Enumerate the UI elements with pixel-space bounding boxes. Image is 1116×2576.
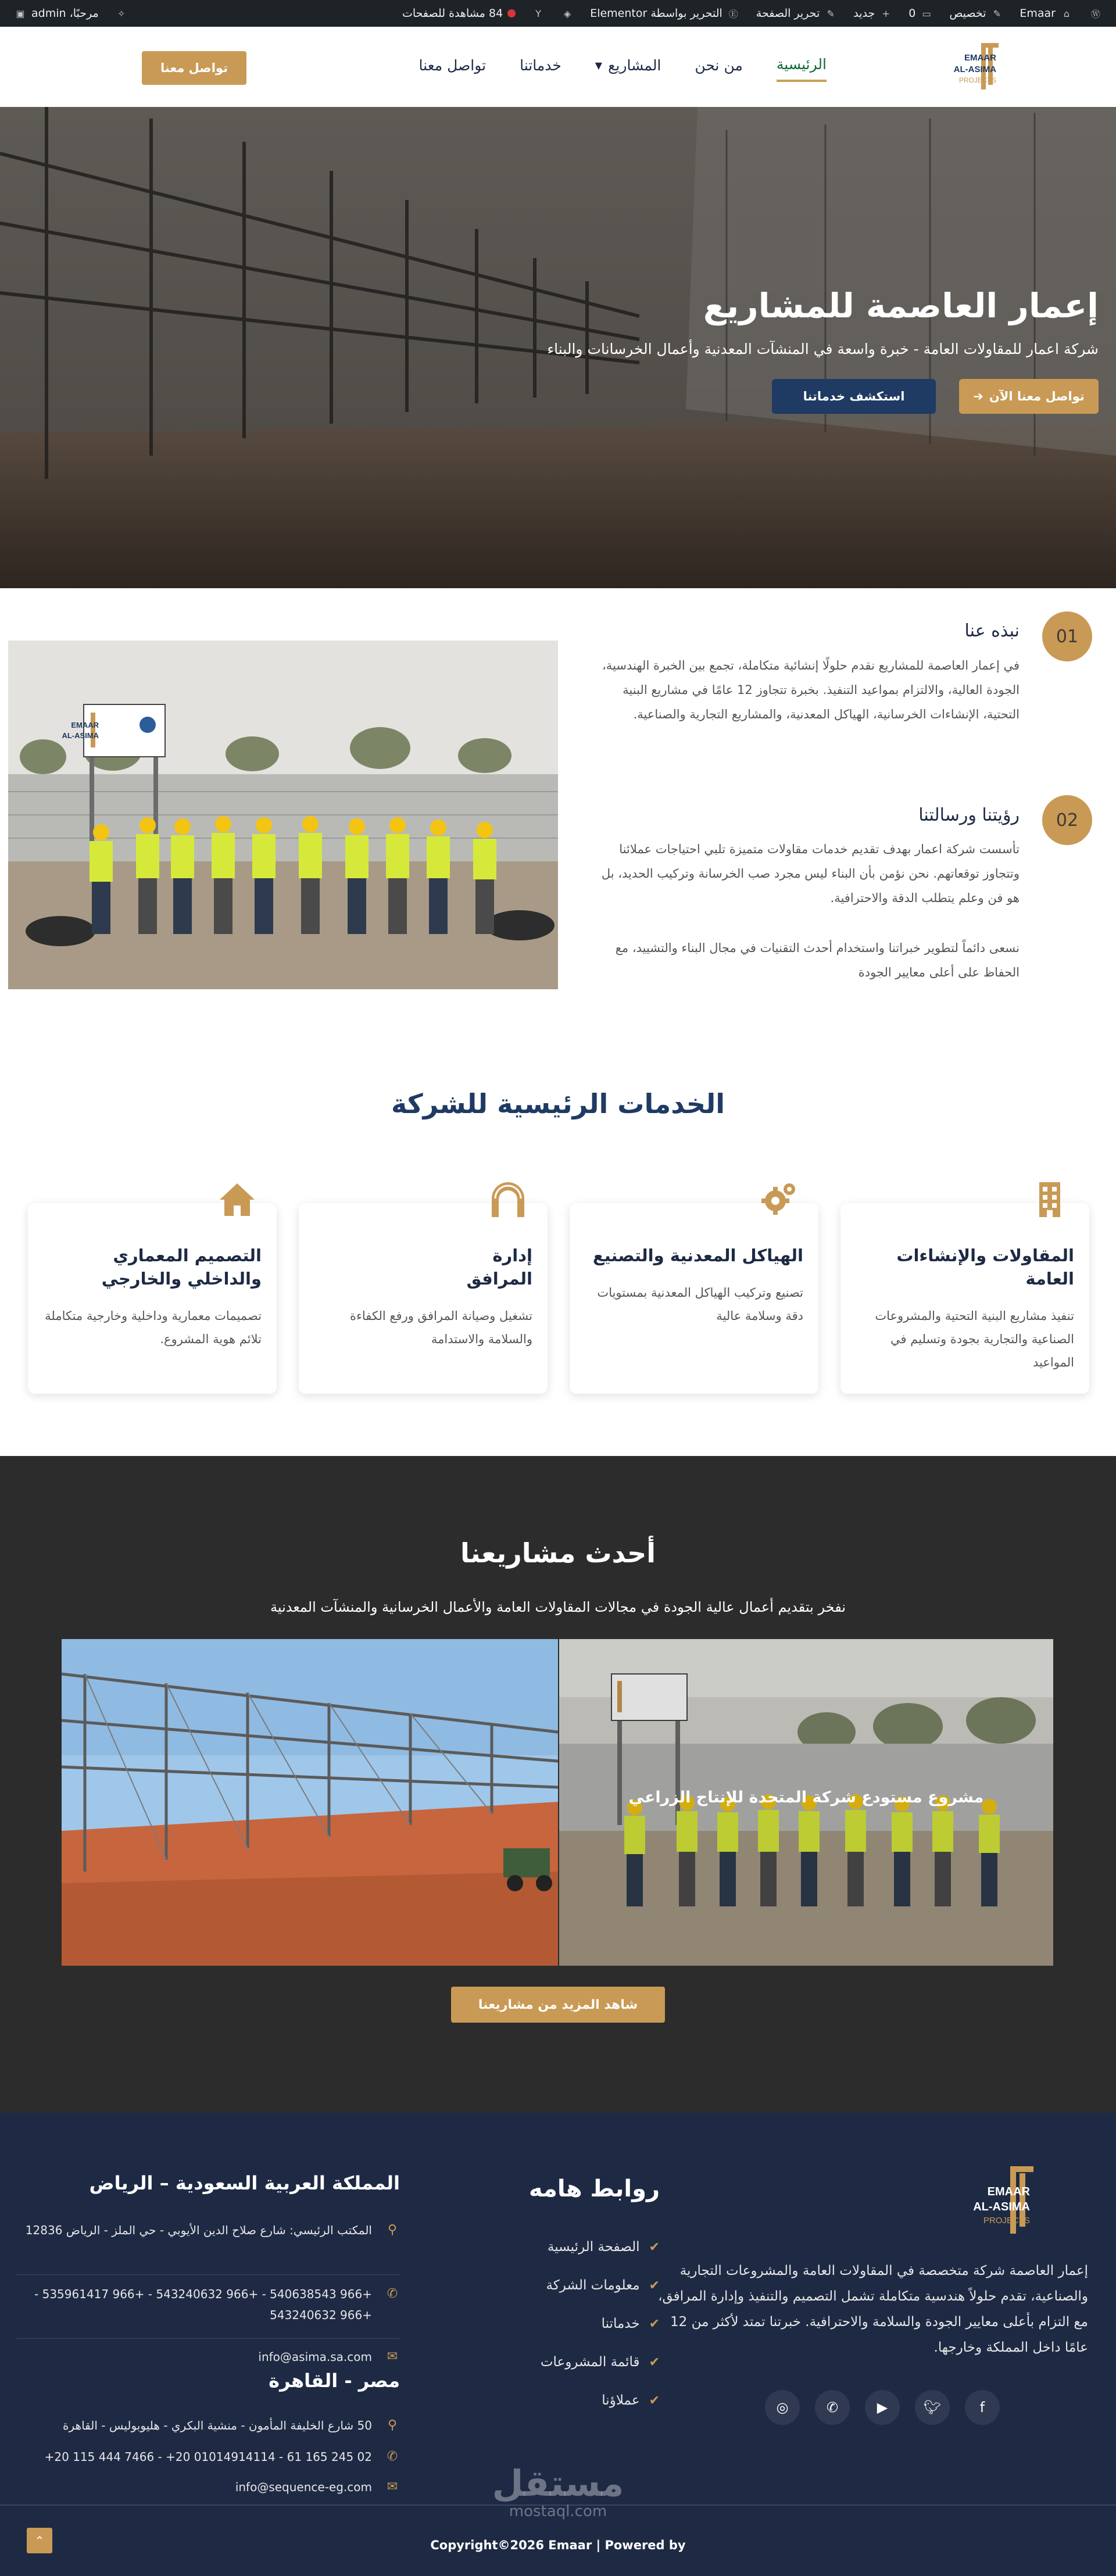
nav-projects[interactable]: المشاريع ▼ (595, 57, 661, 74)
ksa-address: ⚲ المكتب الرئيسي: شارع صلاح الدين الأيوبي - حي الملز - الرياض 12836 (16, 2220, 400, 2241)
site-header (0, 27, 1116, 107)
service-text-4: تصميمات معمارية وداخلية وخارجية متكاملة تلائم هوية المشروع. (45, 1309, 262, 1346)
logo-text-1: EMAAR (964, 53, 996, 63)
service-title-2: الهياكل المعدنية والتصنيع (592, 1246, 803, 1265)
admin-site-link[interactable]: ⌂ Emaar (1020, 7, 1073, 20)
footer-logo-text-2: AL-ASIMA (973, 2201, 1030, 2213)
divider (16, 2338, 400, 2339)
project-caption: مشروع مستودع شركة المتحدة للإنتاج الزراعي (628, 1788, 984, 1806)
footer-logo-text-3: PROJECTS (983, 2216, 1030, 2226)
check-icon: ✔ (649, 2316, 660, 2331)
caret-down-icon: ▼ (595, 60, 603, 71)
footer-logo[interactable] (973, 2159, 1088, 2241)
about-text-2: تأسست شركة اعمار بهدف تقديم خدمات مقاولات متميزة تلبي احتياجات عملائنا وتتجاوز توقعاتهم. نحن نؤمن بأن البناء ليس مجرد صب الخرسانة وتركيب الحديد، بل هو فن وعلم يتطلب الدقة والاحترافية. (601, 842, 1020, 905)
about-text-1: في إعمار العاصمة للمشاريع نقدم حلولًا إنشائية متكاملة، تجمع بين الخبرة الهندسية، الجودة العالية، والالتزام بمواعيد التنفيذ. بخبرة تتجاوز 12 عامًا في مشاريع البنية التحتية، الإنشاءات الخرسانية، الهياكل المعدنية، والمشاريع التجارية والصناعية. (602, 659, 1020, 721)
phone-icon: ✆ (387, 2449, 398, 2464)
about-number-badge-1: 01 (1042, 611, 1092, 661)
instagram-icon[interactable]: ◎ (765, 2390, 800, 2425)
service-title-3: إدارة المرافق (466, 1246, 532, 1289)
wordpress-icon: Ⓦ (1091, 8, 1101, 20)
footer-links (541, 2228, 660, 2420)
footer-logo-mark (973, 2159, 1088, 2241)
footer-link-projects[interactable]: ✔ قائمة المشروعات (540, 2355, 660, 2370)
ksa-email[interactable]: ✉ info@asima.sa.com (16, 2346, 400, 2367)
watermark-sub: mostaql.com (509, 2503, 607, 2520)
phone-icon: ✆ (387, 2287, 398, 2301)
diamond-icon: ◈ (564, 8, 571, 19)
footer-link-company[interactable]: ✔ معلومات الشركة (546, 2278, 660, 2293)
steel-structure-image (62, 1639, 558, 1966)
envelope-icon: ✉ (387, 2349, 398, 2364)
team-photo-image (8, 641, 558, 989)
plus-icon: + (882, 8, 890, 19)
photo-sign-text-2: AL-ASIMA (62, 731, 99, 740)
service-card-2[interactable] (570, 1203, 818, 1394)
admin-new[interactable]: + جديد (853, 7, 892, 20)
nav-contact[interactable]: تواصل معنا (419, 57, 487, 74)
pencil-icon: ✎ (827, 8, 835, 19)
ksa-phones[interactable]: ✆ +966 540638543 - +966 543240632 - +966 535961417 - +966 543240632 (16, 2284, 400, 2325)
more-projects-button[interactable]: شاهد المزيد من مشاريعنا (451, 1987, 665, 2023)
scroll-top-button[interactable] (27, 2528, 52, 2553)
egypt-address: ⚲ 50 شارع الخليفة المأمون - منشية البكري - هليوبوليس - القاهرة (16, 2415, 400, 2436)
about-number-badge-2: 02 (1042, 795, 1092, 845)
sparkle-icon: ✧ (117, 8, 126, 19)
footer-link-home[interactable]: ✔ الصفحة الرئيسية (547, 2239, 660, 2255)
arrow-left-icon: ➔ (973, 389, 983, 403)
project-image-steel[interactable] (62, 1639, 558, 1966)
social-links (765, 2390, 1000, 2425)
admin-yoast[interactable] (532, 7, 545, 20)
site-logo[interactable] (953, 40, 1047, 93)
service-text-3: تشغيل وصيانة المرافق ورفع الكفاءة والسلامة والاستدامة (349, 1309, 532, 1346)
check-icon: ✔ (649, 2239, 660, 2255)
hero-subtitle: شركة اعمار للمقاولات العامة - خبرة واسعة في المنشآت المعدنية وأعمال الخرسانات والبناء (547, 341, 1099, 357)
logo-text-3: PROJECTS (958, 76, 996, 84)
building-icon (1030, 1180, 1070, 1219)
footer-about-text: إعمار العاصمة شركة متخصصة في المقاولات العامة والمشروعات التجارية والصناعية، تقدم حلولاً هندسية متكاملة تشمل التصميم والتنفيذ وإدارة المرافق، مع التزام بأعلى معايير الجودة والسلامة والاحترافية. خبرتنا تمتد لأكثر من 12 عامًا داخل المملكة وخارجها. (658, 2263, 1088, 2355)
check-icon: ✔ (649, 2355, 660, 2370)
hero-contact-button[interactable]: تواصل معنا الآن ➔ (959, 379, 1099, 414)
hero-services-button[interactable]: استكشف خدماتنا (772, 379, 936, 414)
brush-icon: ✎ (993, 8, 1001, 19)
footer-link-services[interactable]: ✔ خدماتنا (601, 2316, 660, 2331)
youtube-icon[interactable]: ▶ (865, 2390, 900, 2425)
chevron-up-icon: ⌃ (34, 2534, 45, 2548)
service-text-2: تصنيع وتركيب الهياكل المعدنية بمستويات دقة وسلامة عالية (597, 1286, 803, 1323)
service-title-1: المقاولات والإنشاءات العامة (896, 1246, 1074, 1289)
envelope-icon: ✉ (387, 2480, 398, 2494)
service-card-4[interactable] (28, 1203, 277, 1394)
hero-title: إعمار العاصمة للمشاريع (703, 286, 1099, 325)
nav-home[interactable]: الرئيسية (777, 56, 827, 82)
about-title-1: نبذه عنا (964, 621, 1020, 641)
watermark: مستقل (492, 2462, 624, 2505)
archway-icon (488, 1180, 528, 1219)
admin-divi[interactable] (561, 7, 574, 20)
gears-icon (759, 1180, 799, 1219)
footer-links-title: روابط هامه (528, 2176, 660, 2202)
about-text-3: نسعى دائماً لتطوير خبراتنا واستخدام أحدث التقنيات في مجال البناء والتشييد، مع الحفاظ على أعلى معايير الجودة (615, 941, 1020, 979)
admin-ai[interactable] (115, 7, 128, 20)
twitter-icon[interactable]: 🐦︎ (915, 2390, 950, 2425)
footer-logo-text-1: EMAAR (987, 2185, 1030, 2198)
projects-section (0, 1456, 1116, 2113)
egypt-office-title: مصر - القاهرة (269, 2370, 400, 2392)
nav-about[interactable]: من نحن (695, 57, 743, 74)
hero-section (0, 107, 1116, 588)
logo-text-2: AL-ASIMA (953, 65, 996, 74)
footer-link-clients[interactable]: ✔ عملاؤنا (602, 2393, 660, 2408)
service-card-3[interactable] (299, 1203, 548, 1394)
check-icon: ✔ (649, 2278, 660, 2293)
service-text-1: تنفيذ مشاريع البنية التحتية والمشروعات الصناعية والتجارية بجودة وتسليم في المواعيد (875, 1309, 1074, 1369)
header-contact-button[interactable]: تواصل معنا (142, 51, 246, 85)
ksa-office-title: المملكة العربية السعودية – الرياض (89, 2172, 400, 2194)
house-icon: ⌂ (1063, 8, 1070, 19)
main-nav (419, 56, 827, 82)
elementor-icon: Ⓔ (728, 8, 738, 20)
yoast-icon: Y (535, 8, 542, 19)
egypt-phones[interactable]: ✆ 02 245 165 61 - 01014914114 20+ - 7466 444 115 20+ (16, 2446, 400, 2467)
service-card-1[interactable] (840, 1203, 1089, 1394)
photo-sign-text-1: EMAAR (71, 721, 99, 729)
service-title-4: التصميم المعماري والداخلي والخارجي (101, 1246, 262, 1289)
admin-comments[interactable]: ▭ 0 (908, 7, 933, 20)
copyright-text: Copyright©2026 Emaar | Powered by (430, 2538, 686, 2552)
whatsapp-icon[interactable]: ✆ (815, 2390, 850, 2425)
admin-account[interactable]: مرحبًا، admin ▣ (14, 7, 99, 20)
admin-elementor[interactable]: Ⓔ التحرير بواسطة Elementor (590, 7, 740, 20)
admin-customize[interactable]: ✎ تخصيص (949, 7, 1003, 20)
about-title-2: رؤيتنا ورسالتنا (918, 805, 1020, 825)
home-icon (217, 1180, 257, 1219)
status-dot (507, 9, 516, 17)
check-icon: ✔ (649, 2393, 660, 2408)
avatar-icon: ▣ (16, 8, 25, 19)
admin-edit-page[interactable]: ✎ تحرير الصفحة (756, 7, 837, 20)
services-title: الخدمات الرئيسية للشركة (391, 1088, 725, 1119)
logo-mark (953, 40, 1047, 93)
about-team-photo (8, 641, 558, 989)
admin-views[interactable]: 84 مشاهدة للصفحات (402, 7, 516, 20)
projects-subtitle: نفخر بتقديم أعمال عالية الجودة في مجالات المقاولات العامة والأعمال الخرسانية والمنشآت المعدنية (270, 1599, 846, 1615)
wordpress-logo[interactable] (1089, 7, 1102, 20)
nav-services[interactable]: خدماتنا (520, 57, 561, 74)
facebook-icon[interactable]: f (965, 2390, 1000, 2425)
map-pin-icon: ⚲ (387, 2223, 398, 2237)
comment-icon: ▭ (922, 8, 931, 19)
map-pin-icon: ⚲ (387, 2418, 398, 2432)
divider (16, 2274, 400, 2275)
admin-bar (0, 0, 1116, 27)
egypt-email[interactable]: ✉ info@sequence-eg.com (16, 2477, 400, 2498)
projects-title: أحدث مشاريعنا (460, 1537, 656, 1569)
